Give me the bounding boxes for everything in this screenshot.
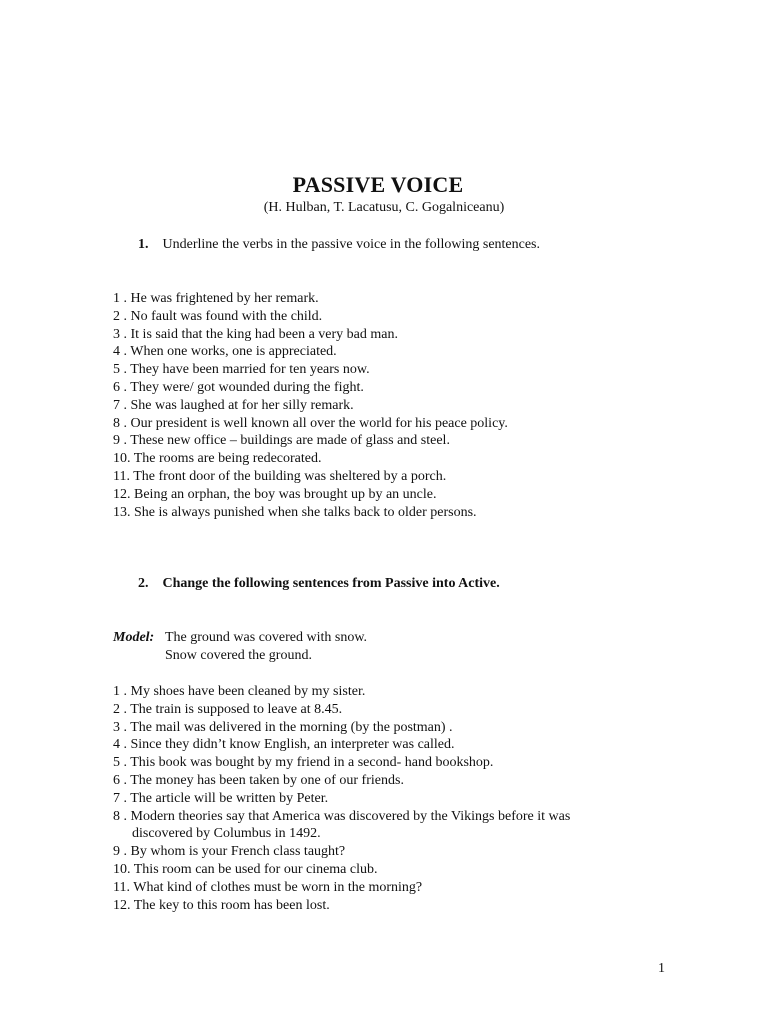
list-item: 5 . They have been married for ten years now. <box>113 362 370 378</box>
exercise1-instruction: Underline the verbs in the passive voice in the following sentences. <box>162 237 541 252</box>
exercise2-instruction: Change the following sentences from Passive into Active. <box>162 576 500 591</box>
list-item: 2 . No fault was found with the child. <box>113 308 323 324</box>
list-item: 8 . Our president is well known all over the world for his peace policy. <box>113 415 508 431</box>
exercise1-heading <box>138 237 540 253</box>
list-item: 12. The key to this room has been lost. <box>113 897 330 913</box>
exercise2-heading <box>138 576 500 592</box>
list-item: 9 . These new office – buildings are made of glass and steel. <box>113 433 450 449</box>
list-item: 6 . The money has been taken by one of our friends. <box>113 772 404 788</box>
list-item: 6 . They were/ got wounded during the fight. <box>113 379 364 395</box>
list-item: 1 . He was frightened by her remark. <box>113 291 319 306</box>
list-item <box>113 808 570 844</box>
model-example <box>113 629 367 665</box>
list-item: 4 . Since they didn’t know English, an interpreter was called. <box>113 737 455 753</box>
list-item-text: 8 . Modern theories say that America was discovered by the Vikings before it was <box>113 808 571 824</box>
list-item: 9 . By whom is your French class taught? <box>113 844 346 860</box>
list-item: 3 . It is said that the king had been a very bad man. <box>113 326 398 342</box>
page-title: PASSIVE VOICE <box>292 172 464 197</box>
list-item: 11. What kind of clothes must be worn in the morning? <box>113 879 423 895</box>
page-number: 1 <box>658 961 665 976</box>
list-item: 7 . She was laughed at for her silly remark. <box>113 397 354 413</box>
list-item: 3 . The mail was delivered in the morning (by the postman) . <box>113 719 453 735</box>
model-label: Model: <box>113 630 155 645</box>
list-item-continuation: discovered by Columbus in 1492. <box>132 826 321 842</box>
list-item: 10. The rooms are being redecorated. <box>113 451 322 467</box>
list-item: 5 . This book was bought by my friend in a second- hand bookshop. <box>113 755 494 771</box>
authors-line: (H. Hulban, T. Lacatusu, C. Gogalniceanu) <box>263 200 505 215</box>
list-item: 4 . When one works, one is appreciated. <box>113 344 337 360</box>
model-active-sentence: Snow covered the ground. <box>165 648 312 663</box>
list-item: 12. Being an orphan, the boy was brought up by an uncle. <box>113 486 437 502</box>
list-item: 13. She is always punished when she talks back to older persons. <box>113 504 477 520</box>
list-item: 1 . My shoes have been cleaned by my sister. <box>113 684 366 699</box>
list-item: 10. This room can be used for our cinema club. <box>113 861 378 877</box>
model-passive-sentence: The ground was covered with snow. <box>165 630 368 645</box>
exercise1-list <box>113 290 508 521</box>
list-item: 2 . The train is supposed to leave at 8.45. <box>113 701 343 717</box>
list-item: 11. The front door of the building was sheltered by a porch. <box>113 468 447 484</box>
exercise2-number: 2. <box>138 576 149 591</box>
exercise1-number: 1. <box>138 237 149 252</box>
list-item: 7 . The article will be written by Peter. <box>113 790 329 806</box>
exercise2-list <box>113 683 570 914</box>
